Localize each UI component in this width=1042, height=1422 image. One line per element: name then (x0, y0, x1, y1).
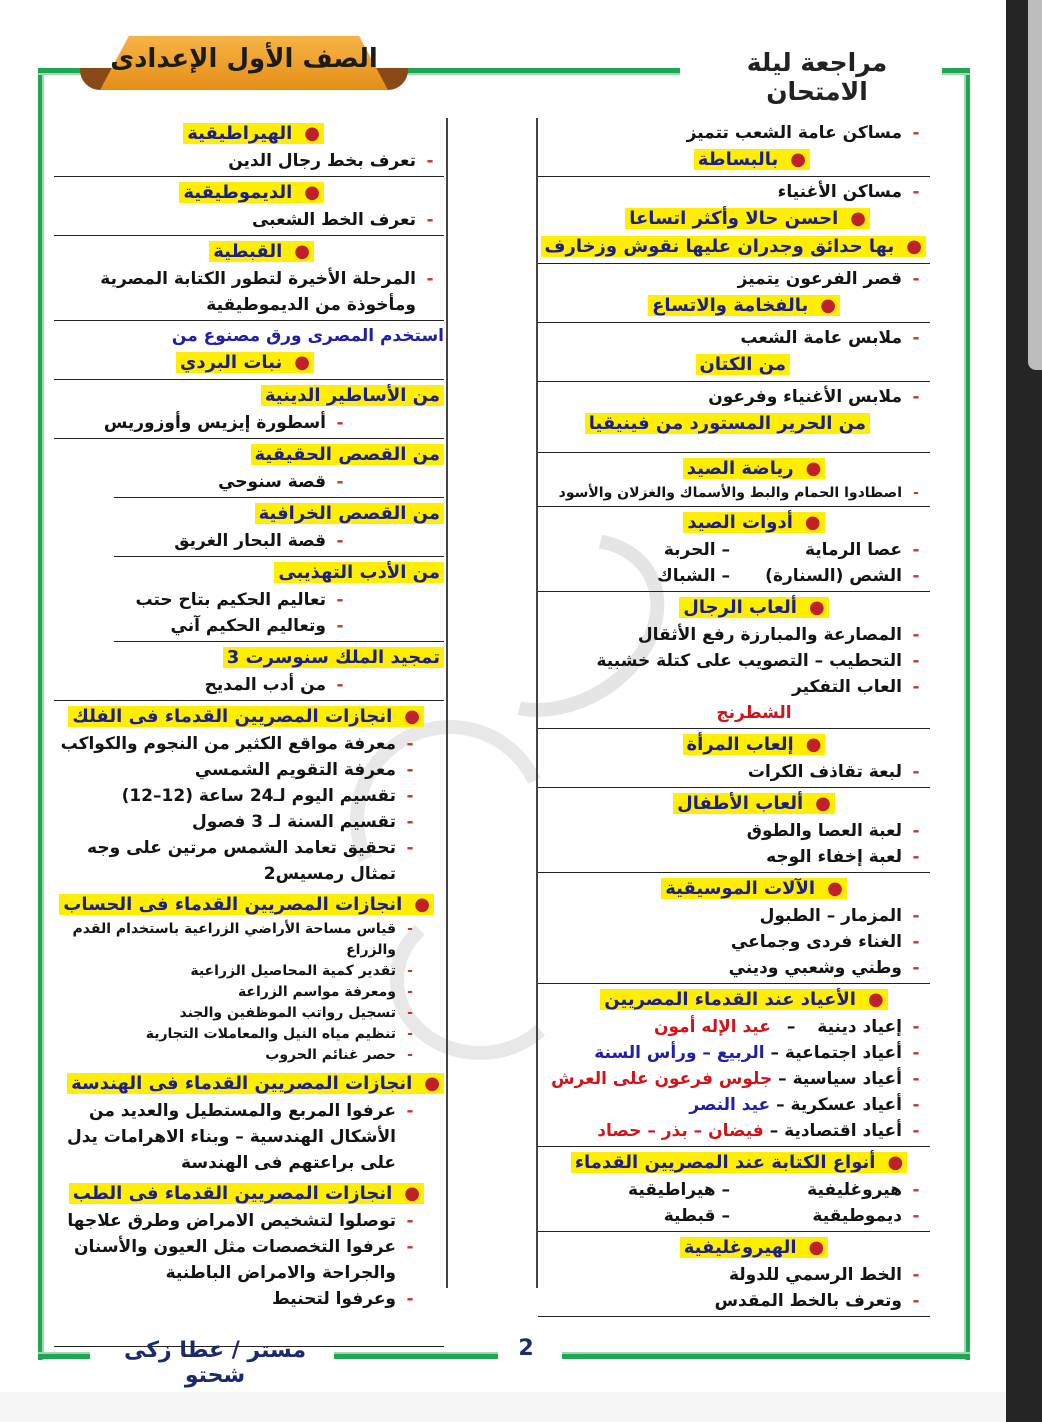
section-heading: ●ألعاب الرجال (679, 597, 828, 618)
dash-marker: - (913, 485, 919, 501)
right-column (538, 118, 930, 1317)
frame-border-bottom (334, 1352, 498, 1359)
section-womens-games: ●إلعاب المرأة -لبعة تقاذف الكرات (538, 729, 930, 788)
bullet-icon: ● (294, 241, 310, 262)
bullet-icon: ● (827, 878, 843, 899)
section-writing-types: ●أنواع الكتابة عند المصريين القدماء -هيروغليفية – هيراطيقية -ديموطيقية – قبطية (538, 1147, 930, 1232)
section-hieroglyphic: ●الهيروغليفية -الخط الرسمي للدولة -وتعرف بالخط المقدس (538, 1232, 930, 1317)
dash-marker: - (912, 540, 920, 560)
section-heading: من القصص الخرافية (255, 503, 444, 524)
section-papyrus: استخدم المصرى ورق مصنوع من ●نبات البردي (54, 321, 444, 380)
dash-marker: - (912, 1095, 920, 1115)
bullet-icon: ● (815, 793, 831, 814)
chess-label: الشطرنج (716, 703, 792, 723)
festival-row: -أعياد اقتصادية – فيضان – بذر – حصاد (538, 1118, 930, 1144)
section-hunting-tools: ●أدوات الصيد -عصا الرماية – الحربة -الشص (السنارة) – الشباك (538, 507, 930, 592)
dash-marker: - (336, 590, 344, 610)
section-fairy-tales: من القصص الخرافية -قصة البحار الغريق (114, 498, 444, 557)
section-heading: ●الآلات الموسيقية (661, 878, 847, 899)
section-heading: ●أنواع الكتابة عند المصريين القدماء (571, 1152, 907, 1173)
frame-border-left (38, 68, 44, 1360)
section-senusret: تمجيد الملك سنوسرت 3 -من أدب المديح (54, 642, 444, 701)
dash-marker: - (912, 677, 920, 697)
dash-marker: - (336, 675, 344, 695)
bullet-icon: ● (906, 236, 922, 257)
dash-marker: - (912, 182, 920, 202)
dash-marker: - (406, 838, 414, 858)
viewer-bottom-bar (0, 1392, 1008, 1422)
bullet-icon: ● (887, 1152, 904, 1173)
dash-marker: - (336, 616, 344, 636)
dash-marker: - (406, 734, 414, 754)
section-coptic: ●القبطية -المرحلة الأخيرة لتطور الكتابة المصرية ومأخوذة من الديموطيقية (54, 236, 444, 321)
section-childrens-games: ●ألعاب الأطفال -لعبة العصا والطوق -لعبة إخفاء الوجه (538, 788, 930, 873)
dash-marker: - (912, 1291, 920, 1311)
section-heading: ●رياضة الصيد (683, 458, 826, 479)
section-heading: ●انجازات المصريين القدماء فى الهندسة (67, 1073, 444, 1094)
section-heading: ●انجازات المصريين القدماء فى الحساب (59, 894, 434, 915)
section-common-clothes: -ملابس عامة الشعب من الكتان (538, 323, 930, 382)
section-heading: ●الأعياد عند القدماء المصريين (600, 989, 887, 1010)
dash-marker: - (912, 821, 920, 841)
dash-marker: - (407, 1026, 413, 1042)
section-musical-instruments: ●الآلات الموسيقية -المزمار – الطبول -الغناء فردى وجماعي -وطني وشعبي وديني (538, 873, 930, 984)
dash-marker: - (912, 958, 920, 978)
bullet-icon: ● (805, 734, 822, 755)
dash-marker: - (912, 847, 920, 867)
section-engineering: ●انجازات المصريين القدماء فى الهندسة -عرفوا المربع والمستطيل والعديد من الأشكال الهندسية – وبناء الاهرامات يدل على براعتهم فى الهندسة (54, 1068, 444, 1178)
festival-row: -إعياد دينية –عيد الإله أمون (538, 1014, 930, 1040)
dash-marker: - (912, 906, 920, 926)
section-heading: من الأساطير الدينية (261, 385, 444, 406)
section-heading: تمجيد الملك سنوسرت 3 (223, 647, 444, 668)
section-heading: ●القبطية (209, 241, 314, 262)
dash-marker: - (426, 269, 434, 289)
bullet-icon: ● (820, 295, 836, 316)
frame-border-top (378, 68, 680, 75)
bullet-icon: ● (424, 1073, 440, 1094)
section-heading: ●انجازات المصريين القدماء فى الفلك (68, 706, 424, 727)
frame-border-bottom (38, 1352, 90, 1359)
festival-row: -أعياد سياسية – جلوس فرعون على العرش (538, 1066, 930, 1092)
dash-marker: - (912, 762, 920, 782)
dash-marker: - (407, 963, 413, 979)
festival-row: -أعياد عسكرية – عيد النصر (538, 1092, 930, 1118)
page-title: مراجعة ليلة الامتحان (746, 48, 888, 106)
dash-marker: - (406, 1101, 414, 1121)
section-heading: ●الهيراطيقية (183, 123, 324, 144)
bullet-icon: ● (808, 597, 825, 618)
dash-marker: - (406, 786, 414, 806)
dash-marker: - (912, 651, 920, 671)
dash-marker: - (406, 1237, 414, 1257)
highlighted-answer: ●احسن حالا وأكثر اتساعا (625, 208, 870, 229)
section-true-stories: من القصص الحقيقية -قصة سنوحي (114, 439, 444, 498)
dash-marker: - (426, 210, 434, 230)
section-rich-clothes: -ملابس الأغنياء وفرعون من الحرير المستورد من فينيقيا (538, 382, 930, 453)
section-heading: ●إلعاب المرأة (683, 734, 826, 755)
section-heading: ●الهيروغليفية (680, 1237, 828, 1258)
festival-row: -أعياد اجتماعية – الربيع – ورأس السنة (538, 1040, 930, 1066)
section-festivals (538, 984, 930, 1147)
dash-marker: - (912, 1121, 920, 1141)
dash-marker: - (912, 328, 920, 348)
dash-marker: - (912, 269, 920, 289)
section-religious-myths: من الأساطير الدينية -أسطورة إيزيس وأوزوريس (54, 380, 444, 439)
bullet-icon: ● (404, 706, 420, 727)
section-rich-houses: -مساكن الأغنياء ●احسن حالا وأكثر اتساعا ●بها حدائق وجدران عليها نقوش وزخارف (538, 177, 930, 264)
dash-marker: - (406, 760, 414, 780)
dash-marker: - (912, 1069, 920, 1089)
grade-label: الصف الأول الإعدادى (110, 44, 378, 74)
bullet-icon: ● (850, 208, 866, 229)
dash-marker: - (912, 1180, 920, 1200)
section-pharaoh-palace: -قصر الفرعون يتميز ●بالفخامة والاتساع (538, 264, 930, 323)
highlighted-answer: ●بها حدائق وجدران عليها نقوش وزخارف (541, 236, 926, 257)
grade-badge (100, 36, 388, 90)
left-column (54, 118, 444, 1347)
dash-marker: - (407, 1047, 413, 1063)
highlighted-answer: من الكتان (696, 354, 790, 375)
dash-marker: - (407, 1005, 413, 1021)
bullet-icon: ● (867, 989, 884, 1010)
bullet-icon: ● (304, 182, 320, 203)
dash-marker: - (426, 151, 434, 171)
dash-marker: - (336, 472, 344, 492)
section-mathematics: ●انجازات المصريين القدماء فى الحساب -قياس مساحة الأراضي الزراعية باستخدام القدم والزراع -تقدير كمية المحاصيل الزراعية -ومعرفة مواسم الزراعة -تسجيل رواتب الموظفين والجند -تنظيم مياه النيل والمعاملات التجارية -حصر غنائم الحروب (54, 889, 444, 1068)
section-heading: من القصص الحقيقية (251, 444, 444, 465)
frame-border-bottom (562, 1352, 970, 1359)
dash-marker: - (912, 566, 920, 586)
bullet-icon: ● (805, 458, 822, 479)
dash-marker: - (912, 1206, 920, 1226)
dash-marker: - (912, 1017, 920, 1037)
dash-marker: - (406, 1289, 414, 1309)
dash-marker: - (407, 984, 413, 1000)
section-heading: ●الديموطيقية (179, 182, 324, 203)
section-heading: ●أدوات الصيد (683, 512, 824, 533)
section-heading: من الأدب التهذيبى (274, 562, 444, 583)
scrollbar-thumb[interactable] (1028, 0, 1042, 370)
section-common-houses: -مساكن عامة الشعب تتميز ●بالبساطة (538, 118, 930, 177)
dash-marker: - (336, 531, 344, 551)
bullet-icon: ● (294, 352, 310, 373)
highlighted-answer: من الحرير المستورد من فينيقيا (585, 413, 870, 434)
section-moral-literature: من الأدب التهذيبى -تعاليم الحكيم بتاح حتب -وتعاليم الحكيم آني (114, 557, 444, 642)
author-credit: مستر / عطا زكى شحتو (123, 1338, 307, 1388)
dash-marker: - (912, 932, 920, 952)
bullet-icon: ● (414, 894, 430, 915)
highlighted-answer: ●بالبساطة (694, 149, 810, 170)
frame-border-top (942, 68, 970, 75)
page-number: 2 (518, 1336, 534, 1361)
dash-marker: - (406, 812, 414, 832)
bullet-icon: ● (790, 149, 806, 170)
section-demotic: ●الديموطيقية -تعرف الخط الشعبى (54, 177, 444, 236)
bullet-icon: ● (404, 1183, 420, 1204)
bullet-icon: ● (804, 512, 821, 533)
bullet-icon: ● (304, 123, 320, 144)
section-astronomy: ●انجازات المصريين القدماء فى الفلك -معرفة مواقع الكثير من النجوم والكواكب -معرفة التقويم الشمسي -تقسيم اليوم لـ24 ساعة (12–12) -تقسيم السنة لـ 3 فصول -تحقيق تعامد الشمس مرتين على وجه تمثال رمسيس2 (54, 701, 444, 889)
dash-marker: - (912, 123, 920, 143)
bullet-icon: ● (808, 1237, 825, 1258)
dash-marker: - (912, 1265, 920, 1285)
section-hunting: ●رياضة الصيد -اصطادوا الحمام والبط والأسماك والغزلان والأسود (538, 453, 930, 507)
section-medicine: ●انجازات المصريين القدماء فى الطب -توصلوا لتشخيص الامراض وطرق علاجها -عرفوا التخصصات مثل العيون والأسنان والجراحة والامراض الباطنية -وعرفوا لتحنيط (54, 1178, 444, 1347)
dash-marker: - (407, 921, 413, 937)
dash-marker: - (336, 413, 344, 433)
dash-marker: - (406, 1211, 414, 1231)
dash-marker: - (912, 625, 920, 645)
highlighted-answer: ●نبات البردي (176, 352, 314, 373)
section-mens-games: ●ألعاب الرجال -المصارعة والمبارزة رفع الأثقال -التحطيب – التصويب على كتلة خشبية -العاب التفكير الشطرنج (538, 592, 930, 729)
section-hieratic: ●الهيراطيقية -تعرف بخط رجال الدين (54, 118, 444, 177)
dash-marker: - (912, 387, 920, 407)
frame-border-right (964, 68, 970, 1360)
highlighted-answer: ●بالفخامة والاتساع (648, 295, 840, 316)
section-heading: ●انجازات المصريين القدماء فى الطب (69, 1183, 424, 1204)
dash-marker: - (912, 1043, 920, 1063)
section-heading: ●ألعاب الأطفال (673, 793, 835, 814)
column-divider (446, 118, 448, 1288)
